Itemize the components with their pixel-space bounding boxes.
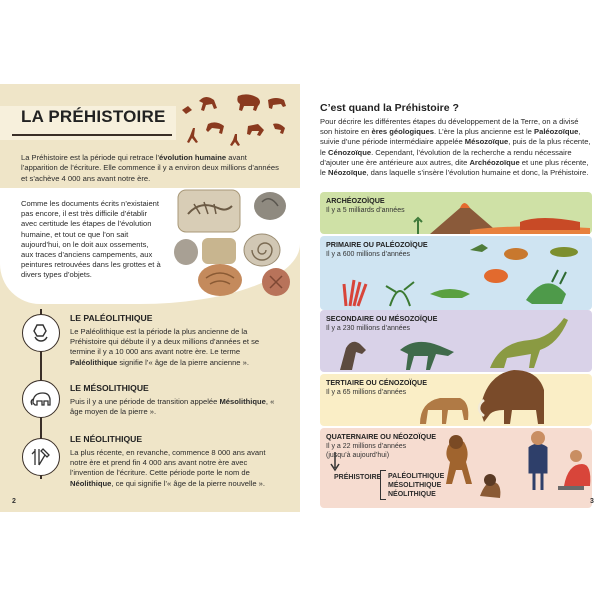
era-name: SECONDAIRE OU MÉSOZOÏQUE <box>326 314 438 323</box>
era-name: TERTIAIRE OU CÉNOZOÏQUE <box>326 378 428 387</box>
mesolithic-icon-circle <box>22 380 60 418</box>
paleolithic-title: LE PALÉOLITHIQUE <box>70 313 153 323</box>
tools-icon <box>29 445 53 469</box>
right-page <box>300 84 600 512</box>
subperiod-item: NÉOLITHIQUE <box>388 491 436 498</box>
page-title: LA PRÉHISTOIRE <box>21 107 166 126</box>
subperiod-item: MÉSOLITHIQUE <box>388 482 442 489</box>
era-date: Il y a 65 millions d’années <box>326 389 407 396</box>
stone-tool-hand-icon <box>29 321 53 345</box>
volcano-landscape-illustration <box>410 194 590 234</box>
subperiods-list <box>388 472 444 499</box>
mesolithic-title: LE MÉSOLITHIQUE <box>70 383 149 393</box>
era-date: Il y a 22 millions d’années (jusqu’à aujourd’hui) <box>326 443 407 459</box>
fossils-illustration <box>170 184 296 302</box>
subperiod-item: PALÉOLITHIQUE <box>388 473 445 480</box>
era-date: Il y a 600 millions d’années <box>326 251 411 258</box>
paleolithic-icon-circle <box>22 314 60 352</box>
era-name: PRIMAIRE OU PALÉOZOÏQUE <box>326 240 428 249</box>
era-name: QUATERNAIRE OU NÉOZOÏQUE <box>326 432 437 441</box>
human-evolution-illustration <box>320 406 592 508</box>
paleolithic-text: Le Paléolithique est la période la plus ancienne de la Préhistoire qui débute il y a deux millions d’années et se termine il y a 10 000 ans avant notre ère. Le terme Paléolithique signifie l’« âge de la pierre ancienne ». <box>70 327 260 367</box>
era-band-neozoic <box>320 428 592 508</box>
mammoth-icon <box>29 387 53 411</box>
right-page-title: C’est quand la Préhistoire ? <box>320 102 459 114</box>
paleozoic-creatures-illustration <box>320 236 592 310</box>
intro-paragraph: La Préhistoire est la période qui retrace l’évolution humaine avant l’apparition de l’écriture. Elle commence il y a environ deux millions d’années et s’achève 4 000 ans avant notre ère. <box>21 153 279 183</box>
page-number-right: 3 <box>590 498 594 505</box>
era-band-archeozoic <box>320 192 592 234</box>
page-number-left: 2 <box>12 498 16 505</box>
era-name: ARCHÉOZOÏQUE <box>326 196 385 205</box>
arrow-down-icon <box>330 452 340 472</box>
right-intro-paragraph: Pour décrire les différentes étapes du développement de la Terre, on a divisé son histoire en ères géologiques. L’ère la plus ancienne est le Paléozoïque, suivie d’une période intermédiaire appelée Mésozoïque, puis de la plus récente, le Cénozoïque. Cependant, l’évolution de la recherche a rendu nécessaire d’ajouter une ère antérieure aux autres, dite Archéozoïque et une plus récente, le Néozoïque, dans laquelle s’insère l’évolution humaine et donc, la Préhistoire. <box>320 117 591 178</box>
era-date: Il y a 5 milliards d’années <box>326 207 405 214</box>
era-band-paleozoic <box>320 236 592 310</box>
title-underline <box>12 134 172 136</box>
neolithic-title: LE NÉOLITHIQUE <box>70 434 143 444</box>
neolithic-text: La plus récente, en revanche, commence 8 000 ans avant notre ère et prend fin 4 000 ans avant notre ère avec l’invention de l’écriture. Cette période porte le nom de Néolithique, ce qui signifie l’« âge de la pierre nouvelle ». <box>70 448 266 488</box>
subperiods-bracket <box>380 470 386 500</box>
documents-paragraph: Comme les documents écrits n’existaient pas encore, il est très difficile d’établir avec certitude les étapes de l’évolution humaine, et tout ce que l’on sait aujourd’hui, on le doit aux ossements, aux traces d’anciens campements, aux peintures retrouvées dans les grottes et à divers types d’objets. <box>21 199 161 280</box>
mesolithic-text: Puis il y a une période de transition appelée Mésolithique, « âge moyen de la pierre ». <box>70 397 275 417</box>
prehistory-label: PRÉHISTOIRE <box>334 474 382 481</box>
neolithic-icon-circle <box>22 438 60 476</box>
left-page <box>0 84 300 512</box>
era-date: Il y a 230 millions d’années <box>326 325 411 332</box>
cave-paintings-illustration <box>178 90 296 156</box>
